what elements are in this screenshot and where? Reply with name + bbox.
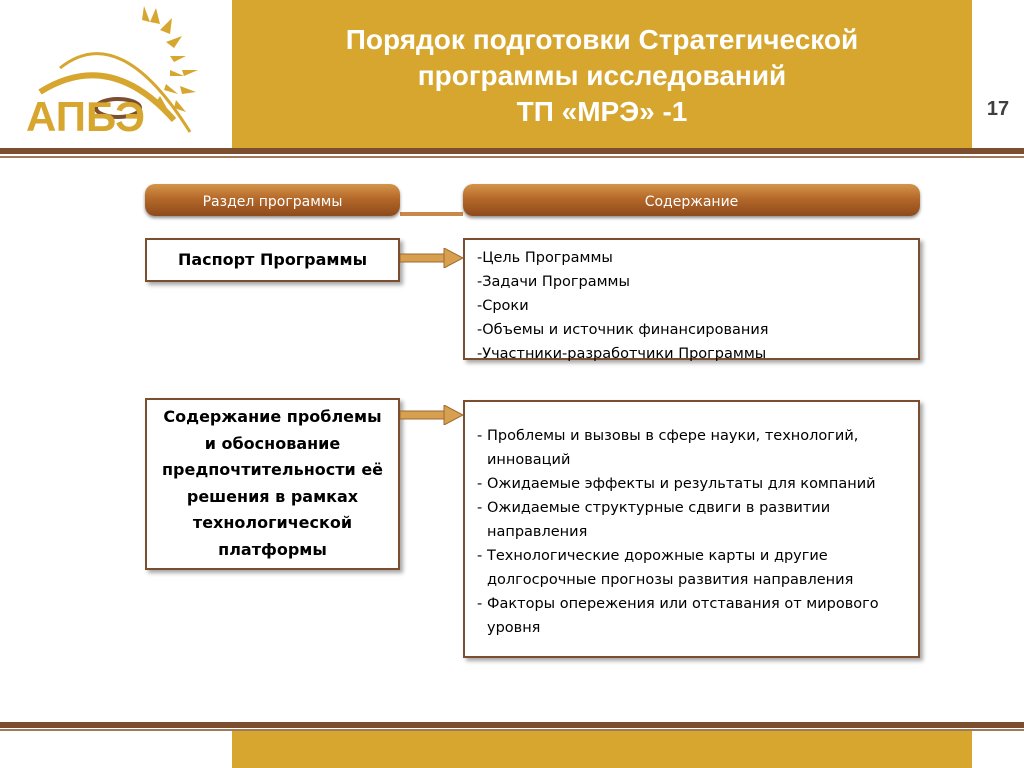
list-item: - Технологические дорожные карты и другие долгосрочные прогнозы развития направления [477,548,854,588]
header-divider [0,148,1024,154]
logo-text: АПБЭ [26,93,145,140]
list-item: -Задачи Программы [477,274,630,290]
section-line: решения в рамках [186,486,359,506]
apbe-logo [0,0,232,148]
title-bar [232,0,972,148]
section-column-header: Раздел программы [145,184,400,216]
list-item: - Факторы опережения или отставания от мирового уровня [477,596,879,636]
list-item: -Сроки [477,298,529,314]
header-connector [400,212,463,216]
header-divider-thin [0,156,1024,158]
content-passport [463,238,920,360]
page-number-box [972,0,1024,148]
arrow-right-icon [400,248,464,268]
list-item: -Цель Программы [477,250,613,266]
list-item: -Участники-разработчики Программы [477,346,767,362]
section-passport: Паспорт Программы [145,238,400,282]
arrow-right-icon [400,405,464,425]
list-item: - Ожидаемые структурные сдвиги в развитии направления [477,500,831,540]
title-line-3: ТП «МРЭ» -1 [516,96,688,127]
section-problem [145,398,400,570]
section-line: и обоснование [204,433,341,453]
page-number: 17 [986,98,1010,120]
section-line: платформы [218,539,327,559]
page-title [232,22,972,130]
section-line: технологической [192,513,353,532]
title-line-1: Порядок подготовки Стратегической [345,24,859,55]
footer-bar [232,731,972,768]
logo-area [0,0,232,148]
list-item: - Проблемы и вызовы в сфере науки, технологий, инноваций [477,428,859,468]
list-item: -Объемы и источник финансирования [477,322,769,338]
content-problem [463,400,920,658]
title-line-2: программы исследований [417,60,787,91]
section-line: Содержание проблемы [163,407,382,426]
list-item: - Ожидаемые эффекты и результаты для компаний [477,476,876,492]
section-line: предпочтительности её [161,460,384,479]
footer-divider [0,722,1024,728]
content-column-header: Содержание [463,184,920,216]
